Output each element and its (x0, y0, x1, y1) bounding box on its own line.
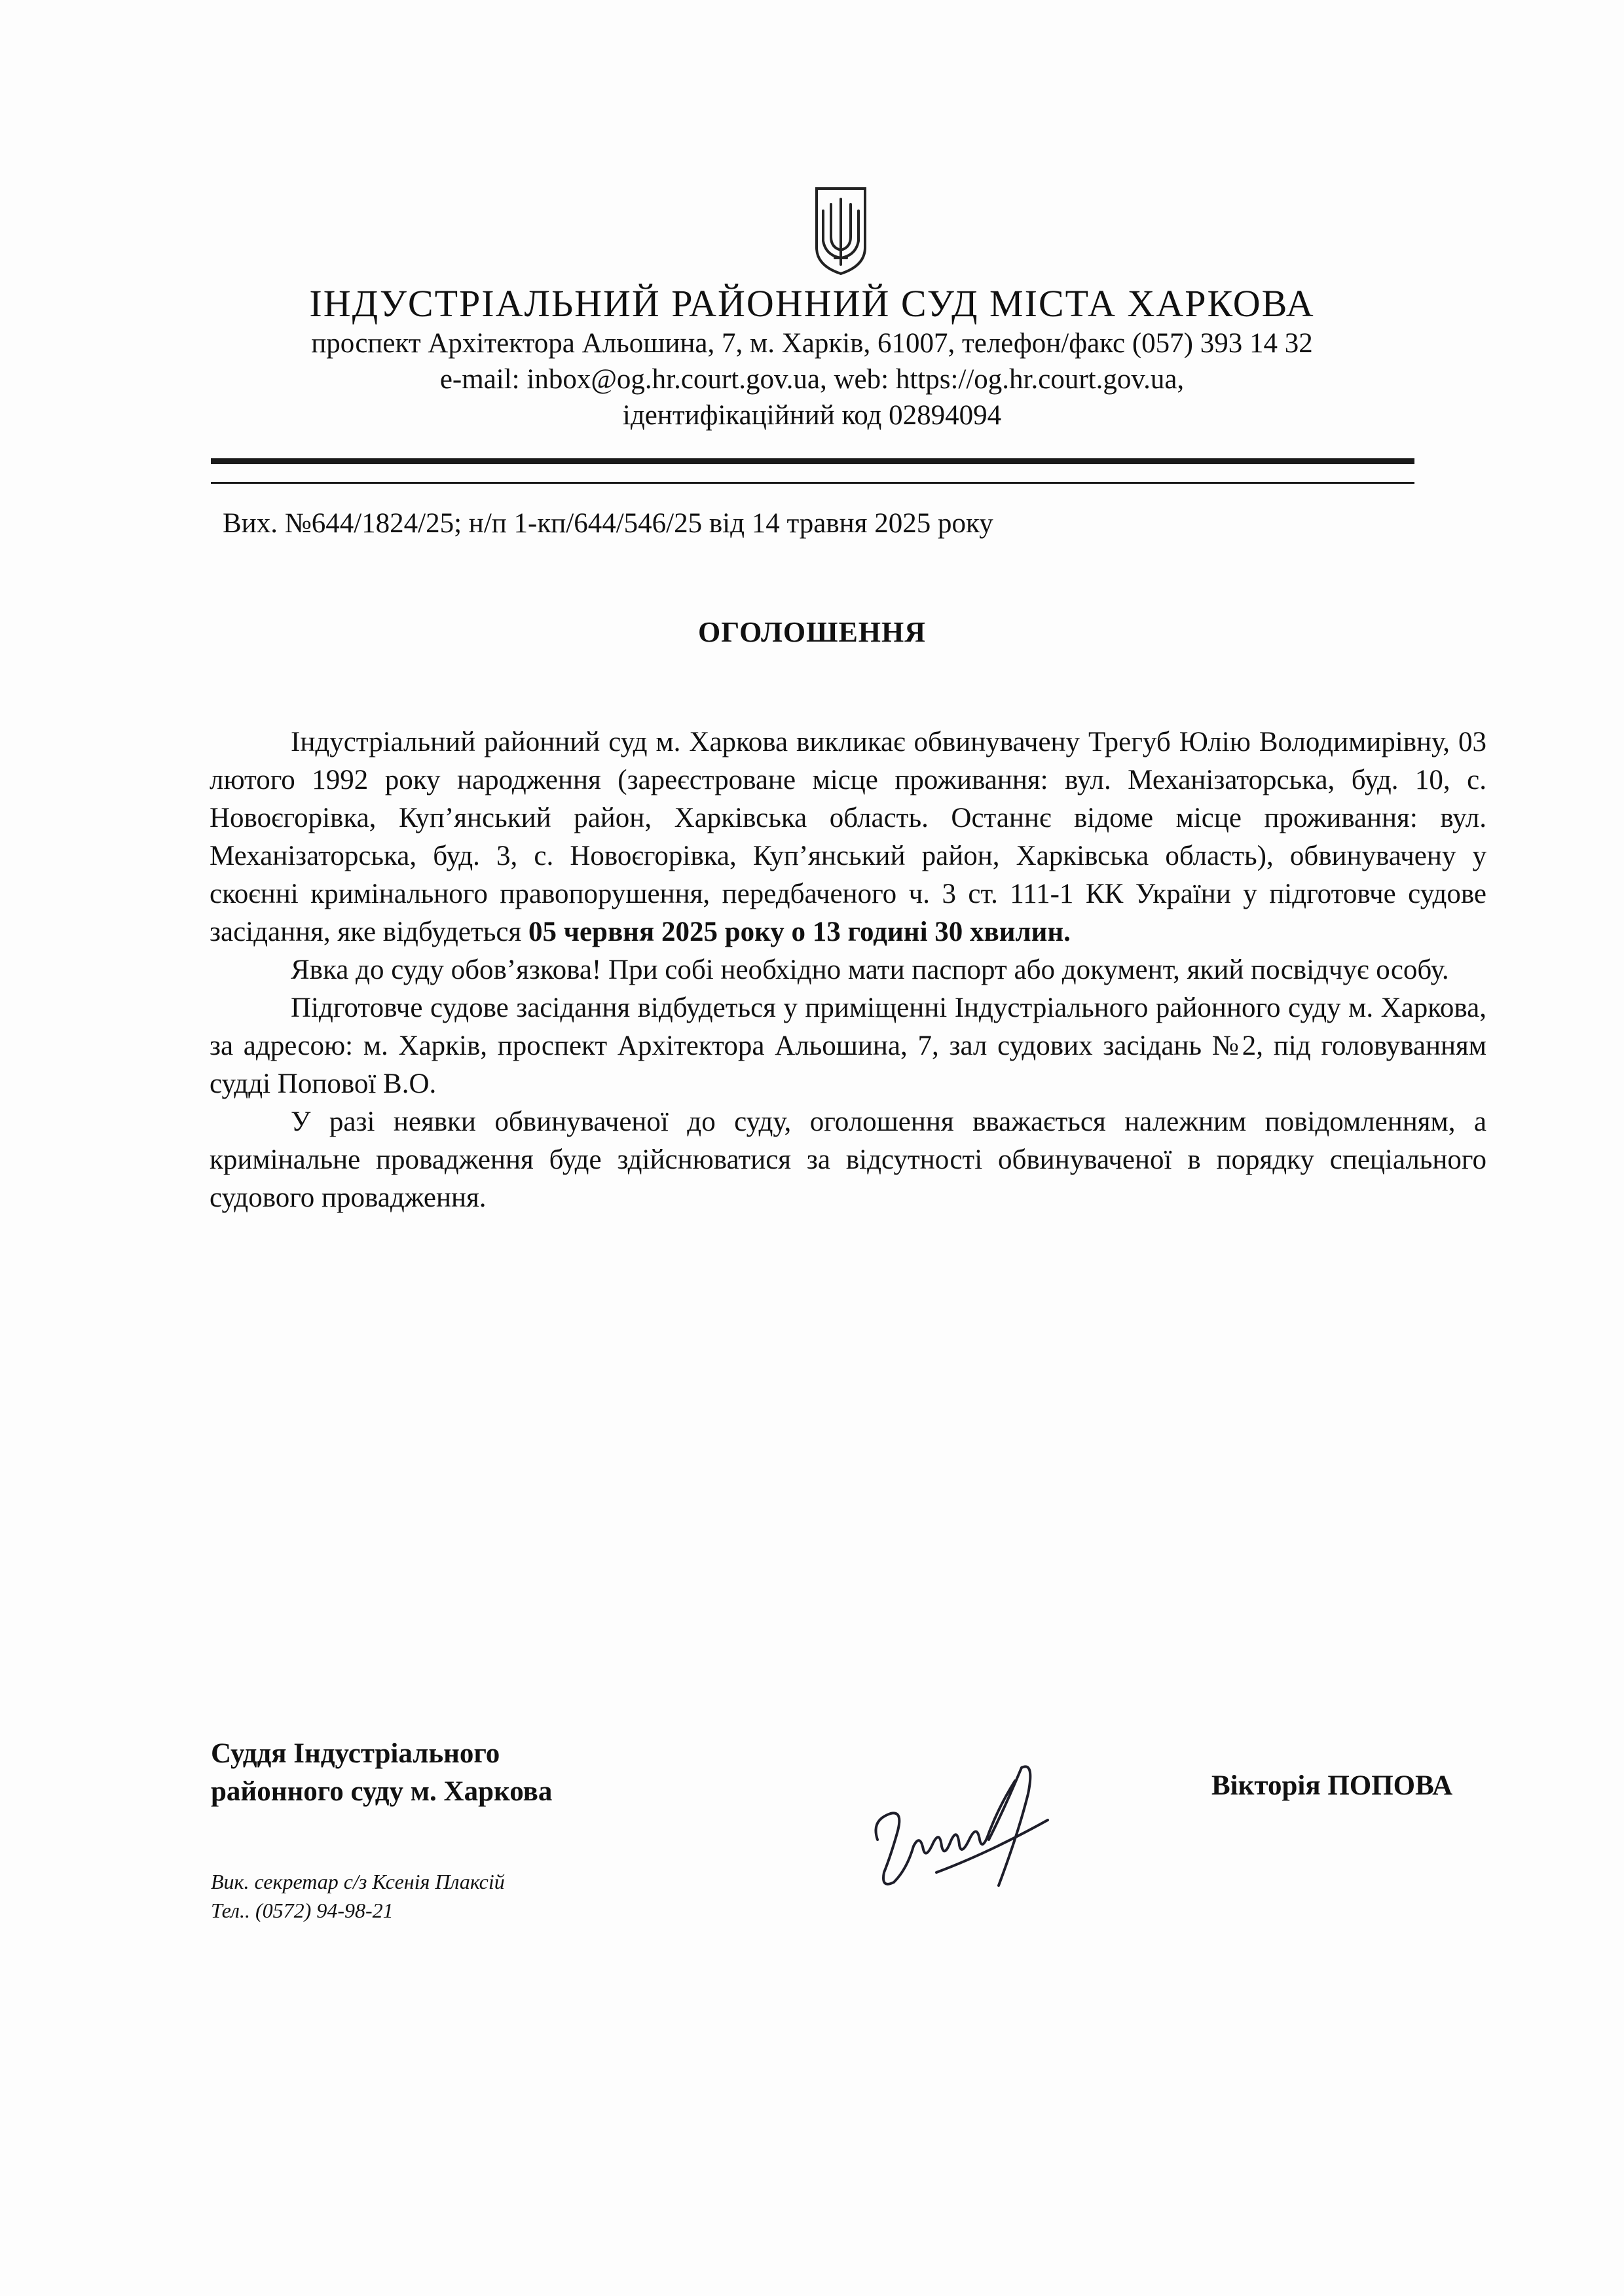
hearing-datetime: 05 червня 2025 року о 13 годині 30 хвилин. (528, 917, 1071, 947)
court-id-code: ідентифікаційний код 02894094 (622, 400, 1002, 431)
executor-name: Вик. секретар с/з Ксенія Плаксій (211, 1870, 505, 1893)
outgoing-reference: Вих. №644/1824/25; н/п 1-кп/644/546/25 від 14 травня 2025 року (223, 508, 993, 539)
paragraph-attendance: Явка до суду обов’язкова! При собі необхідно мати паспорт або документ, який посвідчує особу. (291, 955, 1449, 985)
court-address: проспект Архітектора Альошина, 7, м. Харків, 61007, телефон/факс (057) 393 14 32 (311, 328, 1313, 359)
header-rule-thin (211, 482, 1414, 484)
header-rule-thick (211, 458, 1414, 464)
judge-role-line-1: Суддя Індустріального (211, 1738, 500, 1769)
document-title: ОГОЛОШЕННЯ (697, 616, 927, 648)
executor-footer (211, 1867, 505, 1925)
announcement-body (210, 723, 1486, 1217)
paragraph-summons (210, 723, 1486, 951)
judge-name: Вікторія ПОПОВА (1211, 1770, 1453, 1801)
summons-text: Індустріальний районний суд м. Харкова викликає обвинувачену Трегуб Юлію Володимирівну, 03 лютого 1992 року народження (зареєстроване місце проживання: вул. Механізаторська, буд. 10, с. Новоєгорівка, Куп’янський район, Харківська область. Останнє відоме місце проживання: вул. Механізаторська, буд. 3, с. Новоєгорівка, Куп’янський район, Харківська область), обвинувачену у скоєнні кримінального правопорушення, передбаченого ч. 3 ст. 111-1 КК України у підготовче судове засідання, яке відбудеться (210, 727, 1486, 947)
court-contacts: e-mail: inbox@og.hr.court.gov.ua, web: https://og.hr.court.gov.ua, (439, 364, 1185, 395)
judge-role (211, 1735, 552, 1811)
court-name: ІНДУСТРІАЛЬНИЙ РАЙОННИЙ СУД МІСТА ХАРКОВА (309, 282, 1315, 325)
ukraine-trident-icon (813, 185, 869, 276)
handwritten-signature-icon (858, 1741, 1080, 1912)
executor-phone: Тел.. (0572) 94-98-21 (211, 1899, 394, 1922)
paragraph-consequences: У разі неявки обвинуваченої до суду, оголошення вважається належним повідомленням, а кримінальне провадження буде здійснюватися за відсутності обвинуваченої в порядку спеціального судового провадження. (210, 1106, 1486, 1213)
judge-role-line-2: районного суду м. Харкова (211, 1776, 553, 1807)
paragraph-location: Підготовче судове засідання відбудеться у приміщенні Індустріального районного суду м. Харкова, за адресою: м. Харків, проспект Архітектора Альошина, 7, зал судових засідань №2, під головуванням судді Попової В.О. (210, 993, 1486, 1099)
